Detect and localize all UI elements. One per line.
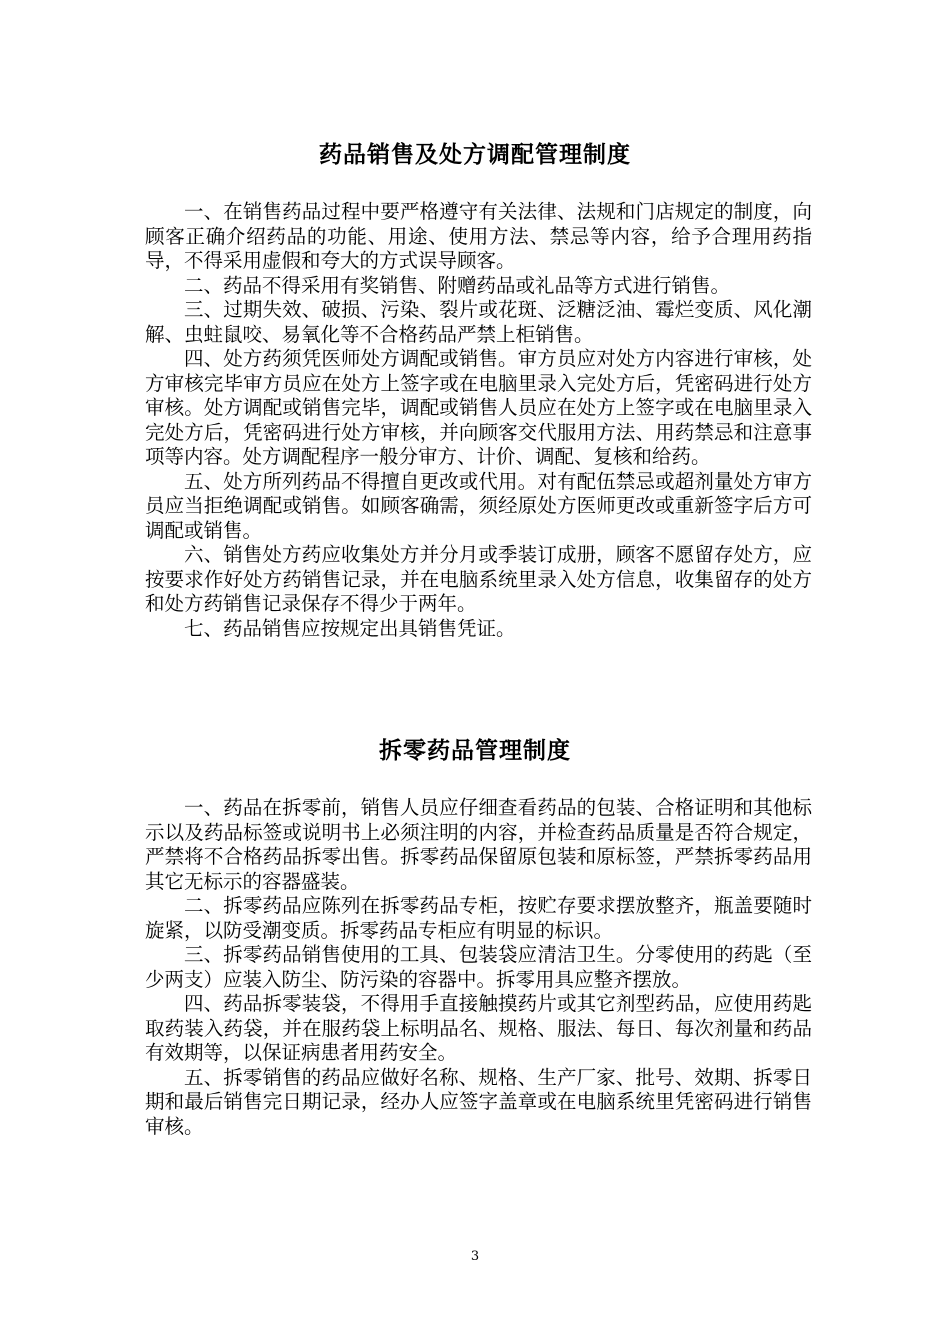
section-title-sales-prescription: 药品销售及处方调配管理制度 <box>319 142 631 168</box>
paragraph: 二、药品不得采用有奖销售、附赠药品或礼品等方式进行销售。 <box>184 273 731 297</box>
paragraph: 一、在销售药品过程中要严格遵守有关法律、法规和门店规定的制度，向顾客正确介绍药品的功能、用途、使用方法、禁忌等内容，给予合理用药指导，不得采用虚假和夸大的方式误导顾客。 <box>145 200 812 272</box>
section-title-split-medicine: 拆零药品管理制度 <box>379 738 571 764</box>
paragraph: 四、药品拆零装袋，不得用手直接触摸药片或其它剂型药品，应使用药匙取药装入药袋，并在服药袋上标明品名、规格、服法、每日、每次剂量和药品有效期等，以保证病患者用药安全。 <box>145 992 812 1064</box>
paragraph: 四、处方药须凭医师处方调配或销售。审方员应对处方内容进行审核，处方审核完毕审方员应在处方上签字或在电脑里录入完处方后，凭密码进行处方审核。处方调配或销售完毕，调配或销售人员应在处方上签字或在电脑里录入完处方后，凭密码进行处方审核，并向顾客交代服用方法、用药禁忌和注意事项等内容。处方调配程序一般分审方、计价、调配、复核和给药。 <box>145 347 812 468</box>
paragraph: 二、拆零药品应陈列在拆零药品专柜，按贮存要求摆放整齐，瓶盖要随时旋紧，以防受潮变质。拆零药品专柜应有明显的标识。 <box>145 894 812 942</box>
page-number: 3 <box>470 1249 480 1264</box>
paragraph: 五、处方所列药品不得擅自更改或代用。对有配伍禁忌或超剂量处方审方员应当拒绝调配或销售。如顾客确需，须经原处方医师更改或重新签字后方可调配或销售。 <box>145 469 812 542</box>
section-body-sales-prescription <box>145 200 812 641</box>
section-body-split-medicine <box>145 796 812 1139</box>
paragraph: 六、销售处方药应收集处方并分月或季装订成册，顾客不愿留存处方，应按要求作好处方药销售记录，并在电脑系统里录入处方信息，收集留存的处方和处方药销售记录保存不得少于两年。 <box>145 543 812 615</box>
paragraph: 五、拆零销售的药品应做好名称、规格、生产厂家、批号、效期、拆零日期和最后销售完日期记录，经办人应签字盖章或在电脑系统里凭密码进行销售审核。 <box>145 1065 812 1138</box>
paragraph: 一、药品在拆零前，销售人员应仔细查看药品的包装、合格证明和其他标示以及药品标签或说明书上必须注明的内容，并检查药品质量是否符合规定，严禁将不合格药品拆零出售。拆零药品保留原包装和原标签，严禁拆零药品用其它无标示的容器盛装。 <box>145 796 812 893</box>
paragraph: 三、过期失效、破损、污染、裂片或花斑、泛糖泛油、霉烂变质、风化潮解、虫蛀鼠咬、易氧化等不合格药品严禁上柜销售。 <box>145 298 812 346</box>
paragraph: 三、拆零药品销售使用的工具、包装袋应清洁卫生。分零使用的药匙（至少两支）应装入防尘、防污染的容器中。拆零用具应整齐摆放。 <box>145 943 812 991</box>
paragraph: 七、药品销售应按规定出具销售凭证。 <box>184 616 516 640</box>
